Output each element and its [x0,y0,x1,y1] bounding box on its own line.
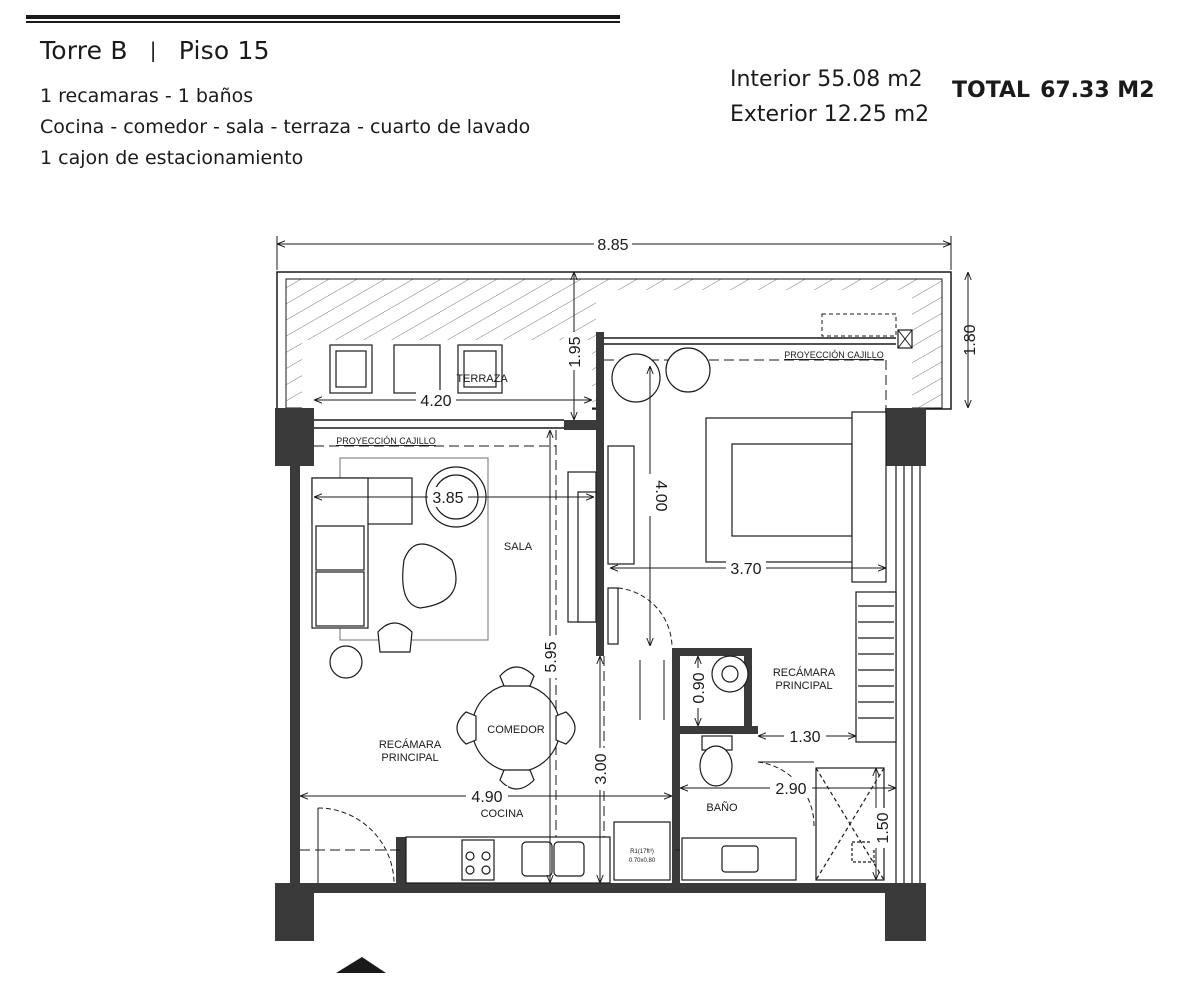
dim-shower: 1.50 [875,812,892,844]
label-recamara-right-2: PRINCIPAL [775,680,833,692]
label-bano: BAÑO [706,802,738,814]
title-separator: | [149,38,157,62]
floor-label: Piso 15 [178,36,270,65]
label-terraza: TERRAZA [456,373,508,385]
total-label: TOTAL [952,78,1031,103]
dim-terrace-width: 4.20 [420,393,452,410]
rooms-summary: 1 recamaras - 1 baños [40,85,254,107]
dim-overall-width: 8.85 [597,237,629,254]
dim-kitchen-depth: 3.00 [593,753,610,785]
dim-hall-width: 1.30 [789,729,821,746]
right-facade [896,466,920,883]
label-recamara-left-2: PRINCIPAL [381,752,439,764]
label-recamara-right-1: RECÁMARA [772,667,836,679]
dim-closet-width: 0.90 [691,672,708,704]
dim-bedroom-depth: 4.00 [652,480,669,512]
entrance-arrow-icon [336,957,386,973]
interior-area: Interior 55.08 m2 [730,67,923,92]
label-cocina: COCINA [480,808,524,820]
label-fridge-1: R1(17ft³) [630,849,654,855]
terrace-furniture [330,345,502,393]
living-furniture [312,446,634,678]
label-sala: SALA [503,541,533,553]
dim-bedroom-width: 3.70 [730,561,762,578]
dim-terrace-mid: 1.95 [567,336,584,368]
dim-kitchen-width: 4.90 [471,789,503,806]
tower-label: Torre B [40,36,128,65]
label-proyeccion-left: PROYECCIÓN CAJILLO [336,436,436,446]
total-value: 67.33 M2 [1040,78,1155,103]
label-proyeccion-right: PROYECCIÓN CAJILLO [784,350,884,360]
parking-summary: 1 cajon de estacionamiento [40,147,304,169]
dim-main-depth: 5.95 [543,641,560,673]
spaces-summary: Cocina - comedor - sala - terraza - cuarto de lavado [40,116,531,138]
label-comedor: COMEDOR [487,724,545,736]
label-fridge-2: 0.70x0.80 [628,858,656,864]
exterior-area: Exterior 12.25 m2 [730,102,930,127]
dim-terrace-depth: 1.80 [962,324,979,356]
dim-sala-width: 3.85 [432,490,464,507]
label-recamara-left-1: RECÁMARA [378,739,442,751]
terrace-area [277,272,951,425]
dim-bath-width: 2.90 [775,781,807,798]
